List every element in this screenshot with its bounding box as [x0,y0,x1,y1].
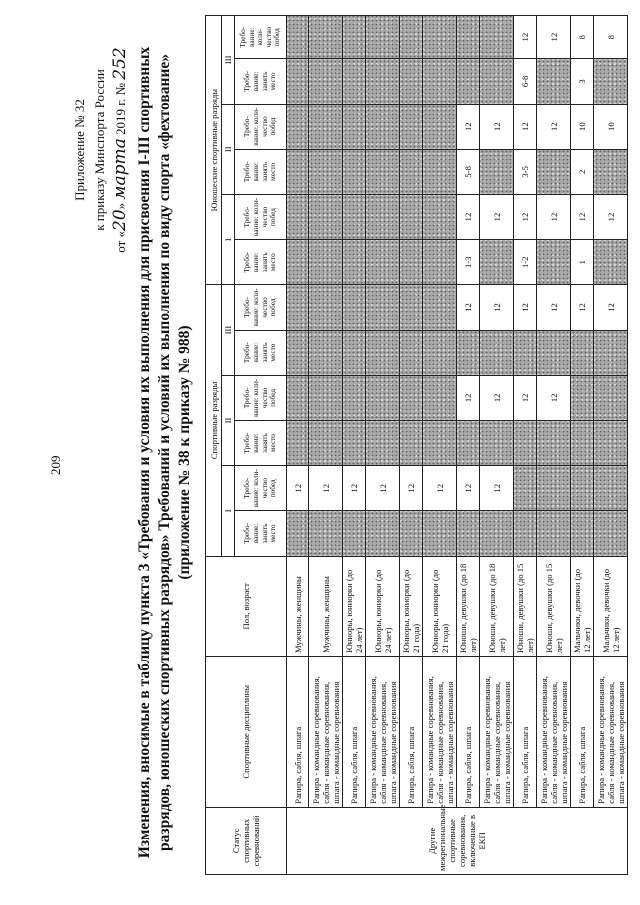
table-row [594,16,628,875]
value-cell: 12 [571,285,594,330]
value-cell: 12 [457,194,480,239]
header-youth-rank-2: II [222,104,235,194]
value-cell [287,16,309,59]
value-cell [594,375,628,420]
value-cell: 12 [366,466,400,511]
header-req-wins: Требо-вание: коли-чество побед [235,285,287,330]
value-cell: 12 [514,285,537,330]
discipline-cell: Рапира, сабля, шпага [571,657,594,808]
value-cell [594,59,628,104]
date-month: марта [110,138,130,200]
value-cell: 12 [457,466,480,511]
header-sport-rank-2: II [222,375,235,465]
gender-age-cell: Юноши, девушки (до 15 лет) [514,556,537,656]
value-cell [457,59,480,104]
value-cell [537,59,571,104]
value-cell [343,104,366,149]
value-cell: 12 [514,375,537,420]
value-cell: 2 [571,149,594,194]
value-cell [309,149,343,194]
value-cell [343,330,366,375]
discipline-cell: Рапира, сабля, шпага [400,657,423,808]
gender-age-cell: Юноши, девушки (до 15 лет) [537,556,571,656]
value-cell [480,330,514,375]
value-cell [366,420,400,465]
appendix-line-1: Приложение № 32 [72,99,87,201]
value-cell [287,375,309,420]
header-youth-rank-1: I [222,194,235,284]
table-row [423,16,457,875]
table-row [366,16,400,875]
header-req-wins: Требо-вание: коли-чество побед [235,16,287,59]
header-disciplines: Спортивные дисциплины [206,657,287,808]
value-cell [594,240,628,285]
value-cell [366,104,400,149]
header-req-place: Требо-вание: занять место [235,420,287,465]
gender-age-cell: Мальчики, девочки (до 12 лет) [571,556,594,656]
gender-age-cell: Мужчины, женщины [309,556,343,656]
table-row [457,16,480,875]
value-cell [366,240,400,285]
date-year: 2019 г. № [113,82,128,135]
value-cell: 12 [343,466,366,511]
discipline-cell: Рапира - командные соревнования, сабля - командные соревнования, шпага - командные соревнования [480,657,514,808]
value-cell [423,511,457,556]
value-cell [423,16,457,59]
value-cell [287,285,309,330]
value-cell [423,104,457,149]
value-cell [366,149,400,194]
value-cell [480,59,514,104]
value-cell [480,149,514,194]
value-cell [343,511,366,556]
date-prefix: от « [113,231,128,253]
value-cell [366,511,400,556]
discipline-cell: Рапира - командные соревнования, сабля - командные соревнования, шпага - командные соревнования [537,657,571,808]
discipline-cell: Рапира - командные соревнования, сабля - командные соревнования, шпага - командные соревнования [594,657,628,808]
value-cell [343,240,366,285]
value-cell [343,149,366,194]
value-cell [423,194,457,239]
value-cell [594,420,628,465]
value-cell [457,16,480,59]
value-cell [287,194,309,239]
gender-age-cell: Мальчики, девочки (до 12 лет) [594,556,628,656]
value-cell [457,330,480,375]
value-cell: 12 [537,194,571,239]
table-row [400,16,423,875]
value-cell [423,59,457,104]
value-cell [537,330,571,375]
value-cell [457,511,480,556]
header-req-wins: Требо-вание: коли-чество побед [235,104,287,149]
gender-age-cell: Юниоры, юниорки (до 24 лет) [366,556,400,656]
value-cell [571,375,594,420]
value-cell: 12 [480,104,514,149]
value-cell [480,511,514,556]
value-cell [480,16,514,59]
value-cell [309,59,343,104]
header-req-place: Требо-вание: занять место [235,330,287,375]
value-cell: 12 [400,466,423,511]
value-cell [571,511,594,556]
value-cell: 12 [594,285,628,330]
value-cell [423,420,457,465]
header-sport-rank-1: I [222,466,235,556]
header-youth-ranks: Юношеские спортивные разряды [206,16,222,285]
value-cell: 3 [571,59,594,104]
value-cell: 10 [594,104,628,149]
value-cell [514,330,537,375]
header-req-place: Требо-вание: занять место [235,149,287,194]
value-cell [400,330,423,375]
title-line-2: разрядов, юношеских спортивных разрядов» Требований и условий их выполнения по виду спорта «фехтование» [156,53,173,852]
value-cell [309,511,343,556]
value-cell [537,466,571,511]
value-cell [571,466,594,511]
value-cell [480,240,514,285]
value-cell [537,420,571,465]
value-cell [594,511,628,556]
header-req-place: Требо-вание: занять место [235,59,287,104]
value-cell: 12 [594,194,628,239]
date-day: 20 [110,209,130,231]
value-cell: 12 [514,194,537,239]
table-row [480,16,514,875]
value-cell [366,285,400,330]
value-cell: 12 [571,194,594,239]
header-req-wins: Требо-вание: коли-чество побед [235,375,287,420]
value-cell: 12 [514,104,537,149]
header-req-place: Требо-вание: занять место [235,511,287,556]
value-cell [343,16,366,59]
value-cell [537,240,571,285]
value-cell: 12 [537,16,571,59]
value-cell [423,240,457,285]
value-cell: 12 [457,104,480,149]
value-cell [366,330,400,375]
value-cell [287,420,309,465]
discipline-cell: Рапира, сабля, шпага [287,657,309,808]
value-cell: 6-8 [514,59,537,104]
value-cell [423,285,457,330]
value-cell [571,330,594,375]
appendix-date-line [110,35,131,265]
value-cell [594,330,628,375]
gender-age-cell: Юниоры, юниорки (до 21 года) [423,556,457,656]
date-mid: » [113,202,128,210]
discipline-cell: Рапира, сабля, шпага [457,657,480,808]
value-cell: 5-8 [457,149,480,194]
title-line-3: (приложение № 38 к приказу № 988) [176,325,193,580]
discipline-cell: Рапира - командные соревнования, сабля - командные соревнования, шпага - командные соревнования [309,657,343,808]
table-row [343,16,366,875]
value-cell [309,240,343,285]
value-cell [287,104,309,149]
gender-age-cell: Юноши, девушки (до 18 лет) [480,556,514,656]
value-cell [400,149,423,194]
value-cell [309,285,343,330]
value-cell: 12 [514,16,537,59]
value-cell [423,375,457,420]
value-cell [400,104,423,149]
discipline-cell: Рапира - командные соревнования, сабля - командные соревнования, шпага - командные соревнования [423,657,457,808]
value-cell: 12 [480,285,514,330]
value-cell [594,466,628,511]
value-cell [571,420,594,465]
value-cell [366,16,400,59]
value-cell: 8 [571,16,594,59]
value-cell [400,285,423,330]
header-req-wins: Требо-вание: коли-чество побед [235,466,287,511]
value-cell [537,511,571,556]
value-cell: 1 [571,240,594,285]
discipline-cell: Рапира, сабля, шпага [514,657,537,808]
value-cell [366,194,400,239]
value-cell: 12 [423,466,457,511]
requirements-table [205,15,628,875]
value-cell [287,240,309,285]
value-cell [343,375,366,420]
table-row [571,16,594,875]
order-number: 252 [110,47,130,80]
value-cell: 12 [537,285,571,330]
value-cell: 10 [571,104,594,149]
header-gender-age: Пол, возраст [206,556,287,656]
value-cell: 8 [594,16,628,59]
value-cell [287,59,309,104]
value-cell: 1-2 [514,240,537,285]
status-cell: Другие межрегиональные спортивные соревнования, включенные в ЕКП [287,807,628,874]
value-cell [287,330,309,375]
value-cell: 12 [457,285,480,330]
discipline-cell: Рапира - командные соревнования, сабля - командные соревнования, шпага - командные соревнования [366,657,400,808]
gender-age-cell: Мужчины, женщины [287,556,309,656]
value-cell [366,375,400,420]
value-cell [400,59,423,104]
value-cell [309,194,343,239]
table-row [537,16,571,875]
value-cell [309,420,343,465]
document-title [135,30,195,875]
value-cell: 12 [480,375,514,420]
table-row [309,16,343,875]
value-cell: 12 [537,104,571,149]
value-cell [400,194,423,239]
title-line-1: Изменения, вносимые в таблицу пункта 3 «Требования и условия их выполнения для присвоения I-III спортивных [136,46,153,859]
value-cell [423,149,457,194]
value-cell: 12 [287,466,309,511]
value-cell: 1-3 [457,240,480,285]
table-body [287,16,628,875]
value-cell [537,149,571,194]
value-cell [343,59,366,104]
value-cell [594,149,628,194]
value-cell [309,330,343,375]
value-cell [400,16,423,59]
value-cell: 12 [309,466,343,511]
value-cell: 3-5 [514,149,537,194]
value-cell [514,511,537,556]
header-status: Статус спортивных соревнований [206,807,287,874]
value-cell: 12 [457,375,480,420]
appendix-block [70,35,131,265]
page-number: 209 [48,455,63,475]
discipline-cell: Рапира, сабля, шпага [343,657,366,808]
value-cell [366,59,400,104]
value-cell [514,466,537,511]
value-cell [480,420,514,465]
header-youth-rank-3: III [222,16,235,105]
value-cell [423,330,457,375]
value-cell [457,420,480,465]
gender-age-cell: Юниоры, юниорки (до 24 лет) [343,556,366,656]
gender-age-cell: Юноши, девушки (до 18 лет) [457,556,480,656]
header-sport-rank-3: III [222,285,235,375]
value-cell: 12 [480,466,514,511]
gender-age-cell: Юниоры, юниорки (до 21 года) [400,556,423,656]
value-cell: 12 [537,375,571,420]
appendix-line-2: к приказу Минспорта России [92,69,107,231]
value-cell [343,194,366,239]
header-sport-ranks: Спортивные разряды [206,285,222,556]
value-cell [343,420,366,465]
value-cell [287,511,309,556]
value-cell [309,375,343,420]
header-req-place: Требо-вание: занять место [235,240,287,285]
value-cell [400,240,423,285]
value-cell [309,104,343,149]
table-row [514,16,537,875]
value-cell [400,375,423,420]
value-cell [400,511,423,556]
header-req-wins: Требо-вание: коли-чество побед [235,194,287,239]
value-cell [343,285,366,330]
value-cell [514,420,537,465]
value-cell [400,420,423,465]
value-cell [309,16,343,59]
value-cell: 12 [480,194,514,239]
table-row [287,16,309,875]
value-cell [287,149,309,194]
